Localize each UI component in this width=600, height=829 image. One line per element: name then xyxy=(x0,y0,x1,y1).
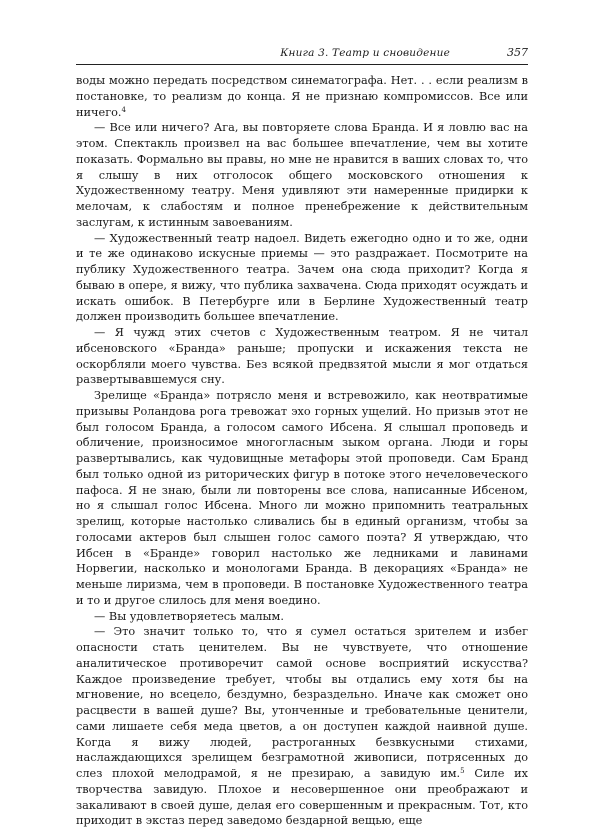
paragraph-text: — Все или ничего? Ага, вы повторяете слова Бранда. И я ловлю вас на этом. Спектакль произвел на вас большее впечатление, чем вы хотите показать. Формально вы правы, но мне не нравится в ваших словах то, что я слышу в них отголосок общего московского отношения к Художественному театру. Меня удивляют эти намеренные придирки к мелочам, к слабостям и полное пренебрежение к действительным заслугам, к истинным завоеваниям. xyxy=(76,121,528,229)
footnote-ref: 4 xyxy=(121,105,126,114)
paragraph xyxy=(76,325,528,388)
paragraph-text: Силе их творчества завидую. Плохое и несовершенное они преображают и закаливают в своей душе, делая его совершенным и прекрасным. Тот, кто приходит в экстаз перед заведомо бездарной вещью, еще xyxy=(76,767,529,828)
paragraph xyxy=(76,624,528,829)
body-text xyxy=(76,73,528,829)
paragraph xyxy=(76,609,528,625)
paragraph-text: воды можно передать посредством синематографа. Нет. . . если реализм в постановке, то реализм до конца. Я не признаю компромиссов. Все или ничего. xyxy=(76,74,528,119)
running-title: Книга 3. Театр и сновидение xyxy=(280,47,450,59)
paragraph-text: — Художественный театр надоел. Видеть ежегодно одно и то же, одни и те же одинаково искусные приемы — это раздражает. Посмотрите на публику Художественного театра. Зачем она сюда приходит? Когда я бываю в опере, я вижу, что публика захвачена. Сюда приходят осуждать и искать ошибок. В Петербурге или в Берлине Художественный театр должен производить большее впечатление. xyxy=(76,231,528,324)
paragraph xyxy=(76,120,528,230)
paragraph-text: — Я чужд этих счетов с Художественным театром. Я не читал ибсеновского «Бранда» раньше; пропуски и искажения текста не оскорбляли моего чувства. Без всякой предвзятой мысли я мог отдаться развертывавшемуся сну. xyxy=(76,326,528,387)
paragraph xyxy=(76,231,528,326)
paragraph xyxy=(76,73,528,120)
page-number: 357 xyxy=(507,46,528,59)
paragraph-text: Зрелище «Бранда» потрясло меня и встревожило, как неотвратимые призывы Роландова рога тревожат эхо горных ущелий. Но призыв этот не был голосом Бранда, а голосом самого Ибсена. Я слышал проповедь и обличение, произносимое многогласным зыком органа. Люди и горы развертывались, как чудовищные метафоры этой проповеди. Сам Бранд был только одной из риторических фигур в потоке этого нечеловеческого пафоса. Я не знаю, были ли повторены все слова, написанные Ибсеном, но я слышал голос Ибсена. Много ли можно припомнить театральных зрелищ, которые настолько сливались бы в единый организм, чтобы за голосами актеров был слышен голос самого поэта? Я утверждаю, что Ибсен в «Бранде» говорил настолько же ледниками и лавинами Норвегии, насколько и монологами Бранда. В декорациях «Бранда» не меньше лиризма, чем в проповеди. В постановке Художественного театра и то и другое слилось для меня воедино. xyxy=(76,389,528,607)
paragraph-text: — Это значит только то, что я сумел остаться зрителем и избег опасности стать ценителем. Вы не чувствуете, что отношение аналитическое противоречит самой основе восприятий искусства? Каждое произведение требует, чтобы вы отдались ему хотя бы на мгновение, но всецело, бездумно, безраздельно. Иначе как сможет оно расцвести в вашей душе? Вы, утонченные и требовательные ценители, сами лишаете себя меда цветов, а он доступен каждой наивной душе. Когда я вижу людей, растроганных безвкусными стихами, наслаждающихся зрелищем безграмотной живописи, потрясенных до слез плохой мелодрамой, я не презираю, а завидую им. xyxy=(76,625,528,780)
running-header xyxy=(76,46,528,65)
footnote-ref: 5 xyxy=(460,767,465,775)
paragraph xyxy=(76,388,528,609)
paragraph-text: — Вы удовлетворяетесь малым. xyxy=(94,609,284,623)
